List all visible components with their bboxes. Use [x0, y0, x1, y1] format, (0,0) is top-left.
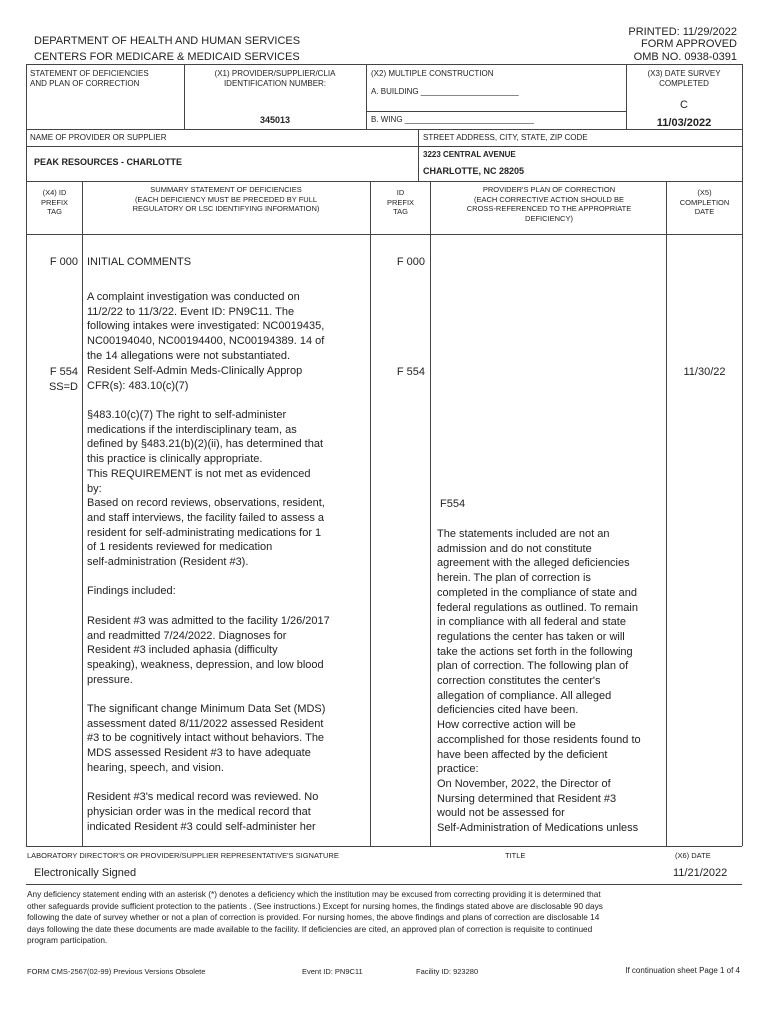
department-line-2: CENTERS FOR MEDICARE & MEDICAID SERVICES	[34, 51, 300, 63]
signature-date: 11/21/2022	[673, 867, 728, 879]
frame-line	[370, 181, 371, 846]
form-number: FORM CMS-2567(02-99) Previous Versions Obsolete	[27, 967, 206, 976]
provider-label: NAME OF PROVIDER OR SUPPLIER	[30, 133, 167, 142]
frame-line	[26, 884, 742, 885]
form-approved: FORM APPROVED	[641, 38, 737, 50]
statement-label: STATEMENT OF DEFICIENCIES AND PLAN OF CORRECTION	[30, 69, 149, 88]
provider-name: PEAK RESOURCES - CHARLOTTE	[34, 157, 183, 167]
frame-line	[26, 64, 742, 65]
complaint-text: A complaint investigation was conducted on 11/2/22 to 11/3/22. Event ID: PN9C11. The following intakes were investigated: NC0019435, NC00194040, NC00194400, NC00194389. 14 of the 14 allegations were not substantiated.	[87, 291, 325, 362]
signature-label: LABORATORY DIRECTOR'S OR PROVIDER/SUPPLIER REPRESENTATIVE'S SIGNATURE	[27, 851, 339, 860]
date-label: (X6) DATE	[675, 851, 711, 860]
signature-value: Electronically Signed	[34, 867, 137, 879]
completion-date: 11/30/22	[683, 366, 726, 378]
provider-number: 345013	[260, 115, 291, 125]
survey-status: C	[680, 99, 688, 111]
x2-building: A. BUILDING ______________________	[371, 87, 519, 96]
printed-date: PRINTED: 11/29/2022	[628, 26, 737, 38]
title-label: TITLE	[505, 851, 526, 860]
plan-heading: F554	[440, 498, 466, 510]
id-f554: F 554	[396, 366, 425, 378]
summary-header: SUMMARY STATEMENT OF DEFICIENCIES (EACH DEFICIENCY MUST BE PRECEDED BY FULL REGULATORY OR LSC IDENTIFYING INFORMATION)	[132, 185, 320, 213]
f554-title: Resident Self-Admin Meds-Clinically Approp CFR(s): 483.10(c)(7)	[87, 365, 303, 392]
address-line-1: 3223 CENTRAL AVENUE	[423, 150, 516, 159]
frame-line	[82, 181, 83, 846]
x1-label: (X1) PROVIDER/SUPPLIER/CLIA IDENTIFICATION NUMBER:	[214, 69, 336, 88]
frame-line	[26, 64, 27, 846]
plan-header: PROVIDER'S PLAN OF CORRECTION (EACH CORRECTIVE ACTION SHOULD BE CROSS-REFERENCED TO THE APPROPRIATE DEFICIENCY)	[466, 185, 632, 223]
summary-statement: §483.10(c)(7) The right to self-administer medications if the interdisciplinary team, as defined by §483.21(b)(2)(ii), has determined that this practice is clinically appropriate. This REQUIREMENT is not met as evidenced by: Based on record reviews, observations, resident, and staff interviews, the facility failed to assess a resident for self-administrating medications for 1 of 1 residents reviewed for medication self-administration (Resident #3). Findings included: Resident #3 was admitted to the facility 1/26/2017 and readmitted 7/24/2022. Diagnoses for Resident #3 included aphasia (difficulty speaking), weakness, depression, and low blood pressure. The significant change Minimum Data Set (MDS) assessment dated 8/11/2022 assessed Resident #3 to be cognitively intact without behaviors. The MDS assessed Resident #3 to have adequate hearing, speech, and vision. Resident #3's medical record was reviewed. No physician order was in the medical record that indicated Resident #3 could self-administer her	[87, 409, 330, 833]
frame-line	[184, 64, 185, 129]
frame-line	[430, 181, 431, 846]
x3-label: (X3) DATE SURVEY COMPLETED	[647, 69, 721, 88]
event-id: Event ID: PN9C11	[302, 967, 363, 976]
frame-line	[26, 181, 742, 182]
initial-comments-title: INITIAL COMMENTS	[87, 256, 192, 268]
frame-line	[742, 64, 743, 846]
tag-f000: F 000	[49, 256, 78, 268]
frame-line	[26, 234, 742, 235]
completion-header: (X5) COMPLETION DATE	[679, 188, 730, 216]
facility-id: Facility ID: 923280	[416, 967, 479, 976]
id-f000: F 000	[396, 256, 425, 268]
survey-date: 11/03/2022	[656, 117, 712, 129]
scope-severity: SS=D	[48, 381, 78, 393]
id-header: ID PREFIX TAG	[386, 188, 415, 216]
x2-wing: B. WING _____________________________	[371, 115, 534, 124]
x2-label: (X2) MULTIPLE CONSTRUCTION	[371, 69, 494, 78]
frame-line	[626, 64, 627, 129]
frame-line	[666, 181, 667, 846]
frame-line	[26, 146, 418, 147]
frame-line	[26, 846, 742, 847]
frame-line	[366, 111, 626, 112]
page-number: If continuation sheet Page 1 of 4	[625, 966, 740, 975]
plan-of-correction: The statements included are not an admission and do not constitute agreement with the alleged deficiencies herein. The plan of correction is completed in the compliance of state and federal regulations as outlined. To remain in compliance with all federal and state regulations the center has taken or will take the actions set forth in the following plan of correction. The following plan of correction constitutes the center's allegation of compliance. All alleged deficiencies cited have been. How corrective action will be accomplished for those residents found to have been affected by the deficient practice: On November, 2022, the Director of Nursing determined that Resident #3 would not be assessed for Self-Administration of Medications unless	[437, 528, 641, 835]
department-line-1: DEPARTMENT OF HEALTH AND HUMAN SERVICES	[34, 35, 301, 47]
address-line-2: CHARLOTTE, NC 28205	[423, 166, 525, 176]
disclaimer: Any deficiency statement ending with an asterisk (*) denotes a deficiency which the institution may be excused from correcting providing it is determined that other safeguards provide sufficient protection to the patients . (See instructions.) Except for nursing homes, the findings stated above are disclosable 90 days following the date of survey whether or not a plan of correction is provided. For nursing homes, the above findings and plans of correction are disclosable 14 days following the date these documents are made available to the facility. If deficiencies are cited, an approved plan of correction is requisite to continued program participation.	[27, 889, 603, 945]
tag-f554: F 554	[49, 366, 78, 378]
frame-line	[366, 64, 367, 129]
omb-number: OMB NO. 0938-0391	[633, 51, 737, 63]
frame-line	[418, 129, 419, 181]
frame-line	[418, 146, 742, 147]
x4-header: (X4) ID PREFIX TAG	[40, 188, 69, 216]
address-label: STREET ADDRESS, CITY, STATE, ZIP CODE	[423, 133, 588, 142]
